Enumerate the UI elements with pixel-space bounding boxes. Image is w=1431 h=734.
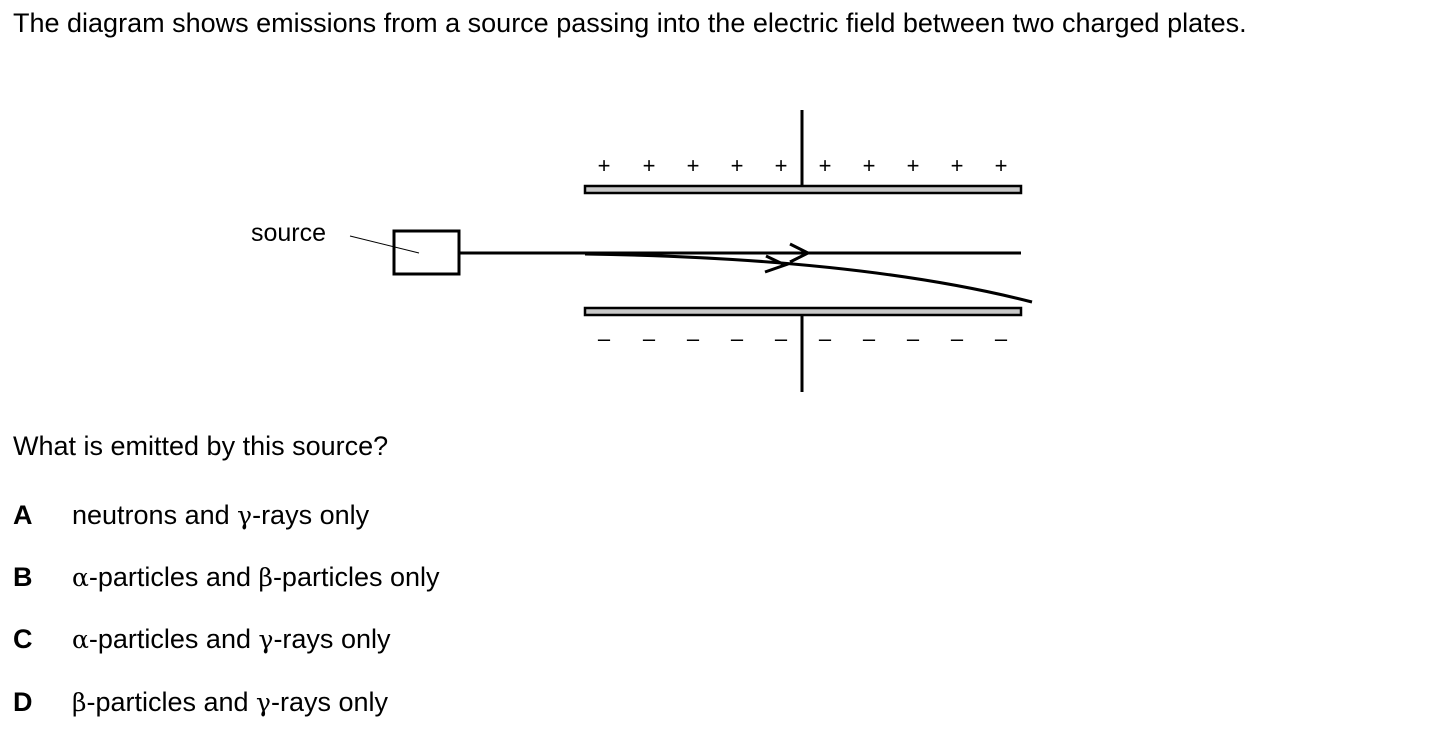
option-text: neutrons and γ-rays only [72, 500, 370, 530]
option-letter: D [13, 687, 33, 717]
minus-sign: – [994, 326, 1008, 351]
option-c[interactable] [13, 621, 390, 658]
option-d[interactable] [13, 684, 388, 721]
plus-sign: + [774, 153, 788, 178]
minus-sign: – [906, 326, 920, 351]
question-text: What is emitted by this source? [13, 431, 389, 461]
positive-plate [585, 186, 1021, 193]
minus-sign: – [950, 326, 964, 351]
minus-sign: – [686, 326, 700, 351]
option-letter: A [13, 500, 33, 530]
plus-sign: + [686, 153, 700, 178]
source-box [394, 231, 459, 274]
plus-sign: + [950, 153, 964, 178]
plus-sign: + [730, 153, 744, 178]
option-letter: C [13, 624, 33, 654]
option-text: α-particles and β-particles only [72, 562, 440, 592]
option-text: β-particles and γ-rays only [72, 687, 389, 717]
option-text: α-particles and γ-rays only [72, 624, 391, 654]
deflected-arrowhead [765, 256, 785, 272]
negative-plate [585, 308, 1021, 315]
minus-sign: – [730, 326, 744, 351]
plus-sign: + [994, 153, 1008, 178]
minus-sign: – [818, 326, 832, 351]
option-letter: B [13, 562, 33, 592]
minus-sign: – [774, 326, 788, 351]
option-a[interactable] [13, 497, 369, 534]
plus-sign: + [597, 153, 611, 178]
plus-sign: + [818, 153, 832, 178]
minus-sign: – [862, 326, 876, 351]
minus-sign: – [597, 326, 611, 351]
plus-sign: + [906, 153, 920, 178]
plus-sign: + [642, 153, 656, 178]
deflected-beam [585, 254, 1032, 302]
intro-text: The diagram shows emissions from a source passing into the electric field between two charged plates. [13, 8, 1247, 38]
option-b[interactable] [13, 559, 440, 596]
plus-sign: + [862, 153, 876, 178]
minus-sign: – [642, 326, 656, 351]
source-label: source [251, 219, 327, 247]
